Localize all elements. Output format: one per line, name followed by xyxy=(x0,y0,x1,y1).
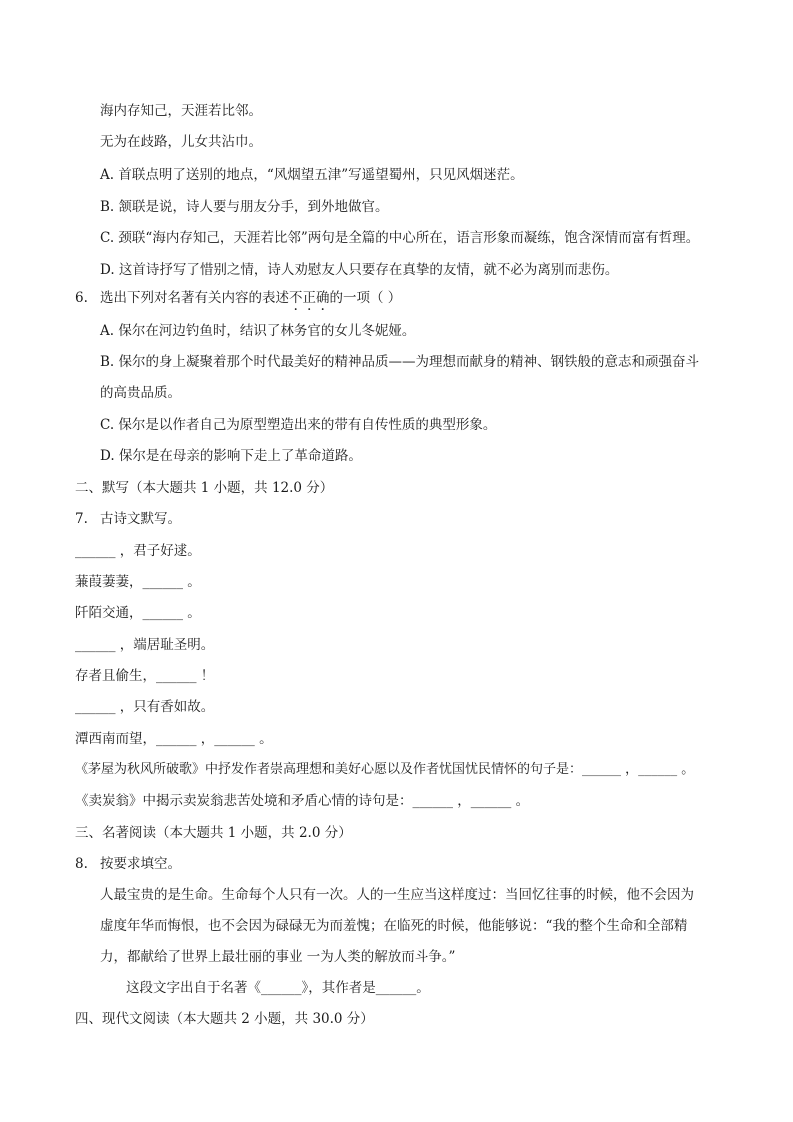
question-6-stem xyxy=(75,288,401,308)
fill-blank-line: 存者且偷生，______ ！ xyxy=(75,668,215,684)
fill-blank-line: 蒹葭萋萋，______ 。 xyxy=(75,574,201,590)
emphasis-char: 不 xyxy=(289,290,303,306)
option-b-continued: 的高贵品质。 xyxy=(100,385,181,401)
passage-line: 力，都献给了世界上最壮丽的事业 一为人类的解放而斗争。” xyxy=(100,949,456,965)
question-text: 的一项（ ） xyxy=(329,290,402,306)
fill-blank-line: 潭西南而望，______ ，______ 。 xyxy=(75,731,273,747)
option-c: C. 保尔是以作者自己为原型塑造出来的带有自传性质的典型形象。 xyxy=(100,417,497,433)
question-text: 古诗文默写。 xyxy=(100,511,181,527)
question-text: 选出下列对名著有关内容的表述 xyxy=(100,290,289,306)
option-b: B. 颔联是说，诗人要与朋友分手，到外地做官。 xyxy=(100,199,389,215)
fill-blank-line: 阡陌交通，______ 。 xyxy=(75,605,201,621)
emphasis-char: 确 xyxy=(316,290,330,306)
option-a: A. 首联点明了送别的地点，“风烟望五津”写遥望蜀州，只见风烟迷茫。 xyxy=(100,167,524,183)
fill-blank-line: ______ ，只有香如故。 xyxy=(75,699,215,715)
poem-line: 无为在歧路，儿女共沾巾。 xyxy=(100,134,262,150)
section-heading: 三、名著阅读（本大题共 1 小题，共 2.0 分） xyxy=(75,825,352,841)
question-text: 按要求填空。 xyxy=(100,856,181,872)
passage-question: 这段文字出自于名著《______》，其作者是______。 xyxy=(126,980,430,996)
option-b: B. 保尔的身上凝聚着那个时代最美好的精神品质——为理想而献身的精神、钢铁般的意志和顽强奋斗 xyxy=(100,354,700,370)
question-7-stem xyxy=(75,509,181,529)
poem-line: 海内存知己，天涯若比邻。 xyxy=(100,103,262,119)
fill-blank-line: ______ ，君子好逑。 xyxy=(75,543,201,559)
fill-blank-line: 《茅屋为秋风所破歌》中抒发作者崇高理想和美好心愿以及作者忧国忧民情怀的句子是：______ ，______ 。 xyxy=(75,762,695,777)
option-d: D. 这首诗抒写了惜别之情，诗人劝慰友人只要存在真挚的友情，就不必为离别而悲伤。 xyxy=(100,262,619,278)
section-heading: 四、现代文阅读（本大题共 2 小题，共 30.0 分） xyxy=(75,1011,374,1027)
fill-blank-line: ______ ，端居耻圣明。 xyxy=(75,637,215,653)
passage-line: 人最宝贵的是生命。生命每个人只有一次。人的一生应当这样度过：当回忆往事的时候，他不会因为 xyxy=(100,887,694,903)
passage-line: 虚度年华而悔恨，也不会因为碌碌无为而羞愧；在临死的时候，他能够说：“我的整个生命和全部精 xyxy=(100,918,688,934)
option-c: C. 颈联“海内存知己，天涯若比邻”两句是全篇的中心所在，语言形象而凝练，饱含深情而富有哲理。 xyxy=(100,230,700,246)
section-heading: 二、默写（本大题共 1 小题，共 12.0 分） xyxy=(75,480,334,496)
option-d: D. 保尔是在母亲的影响下走上了革命道路。 xyxy=(100,448,362,464)
fill-blank-line: 《卖炭翁》中揭示卖炭翁悲苦处境和矛盾心情的诗句是：______ ，______ 。 xyxy=(75,793,530,809)
question-number: 8. xyxy=(75,856,88,872)
question-number: 7. xyxy=(75,511,88,527)
question-number: 6. xyxy=(75,290,88,306)
question-8-stem xyxy=(75,854,181,874)
emphasis-char: 正 xyxy=(302,290,316,306)
option-a: A. 保尔在河边钓鱼时，结识了林务官的女儿冬妮娅。 xyxy=(100,323,416,339)
